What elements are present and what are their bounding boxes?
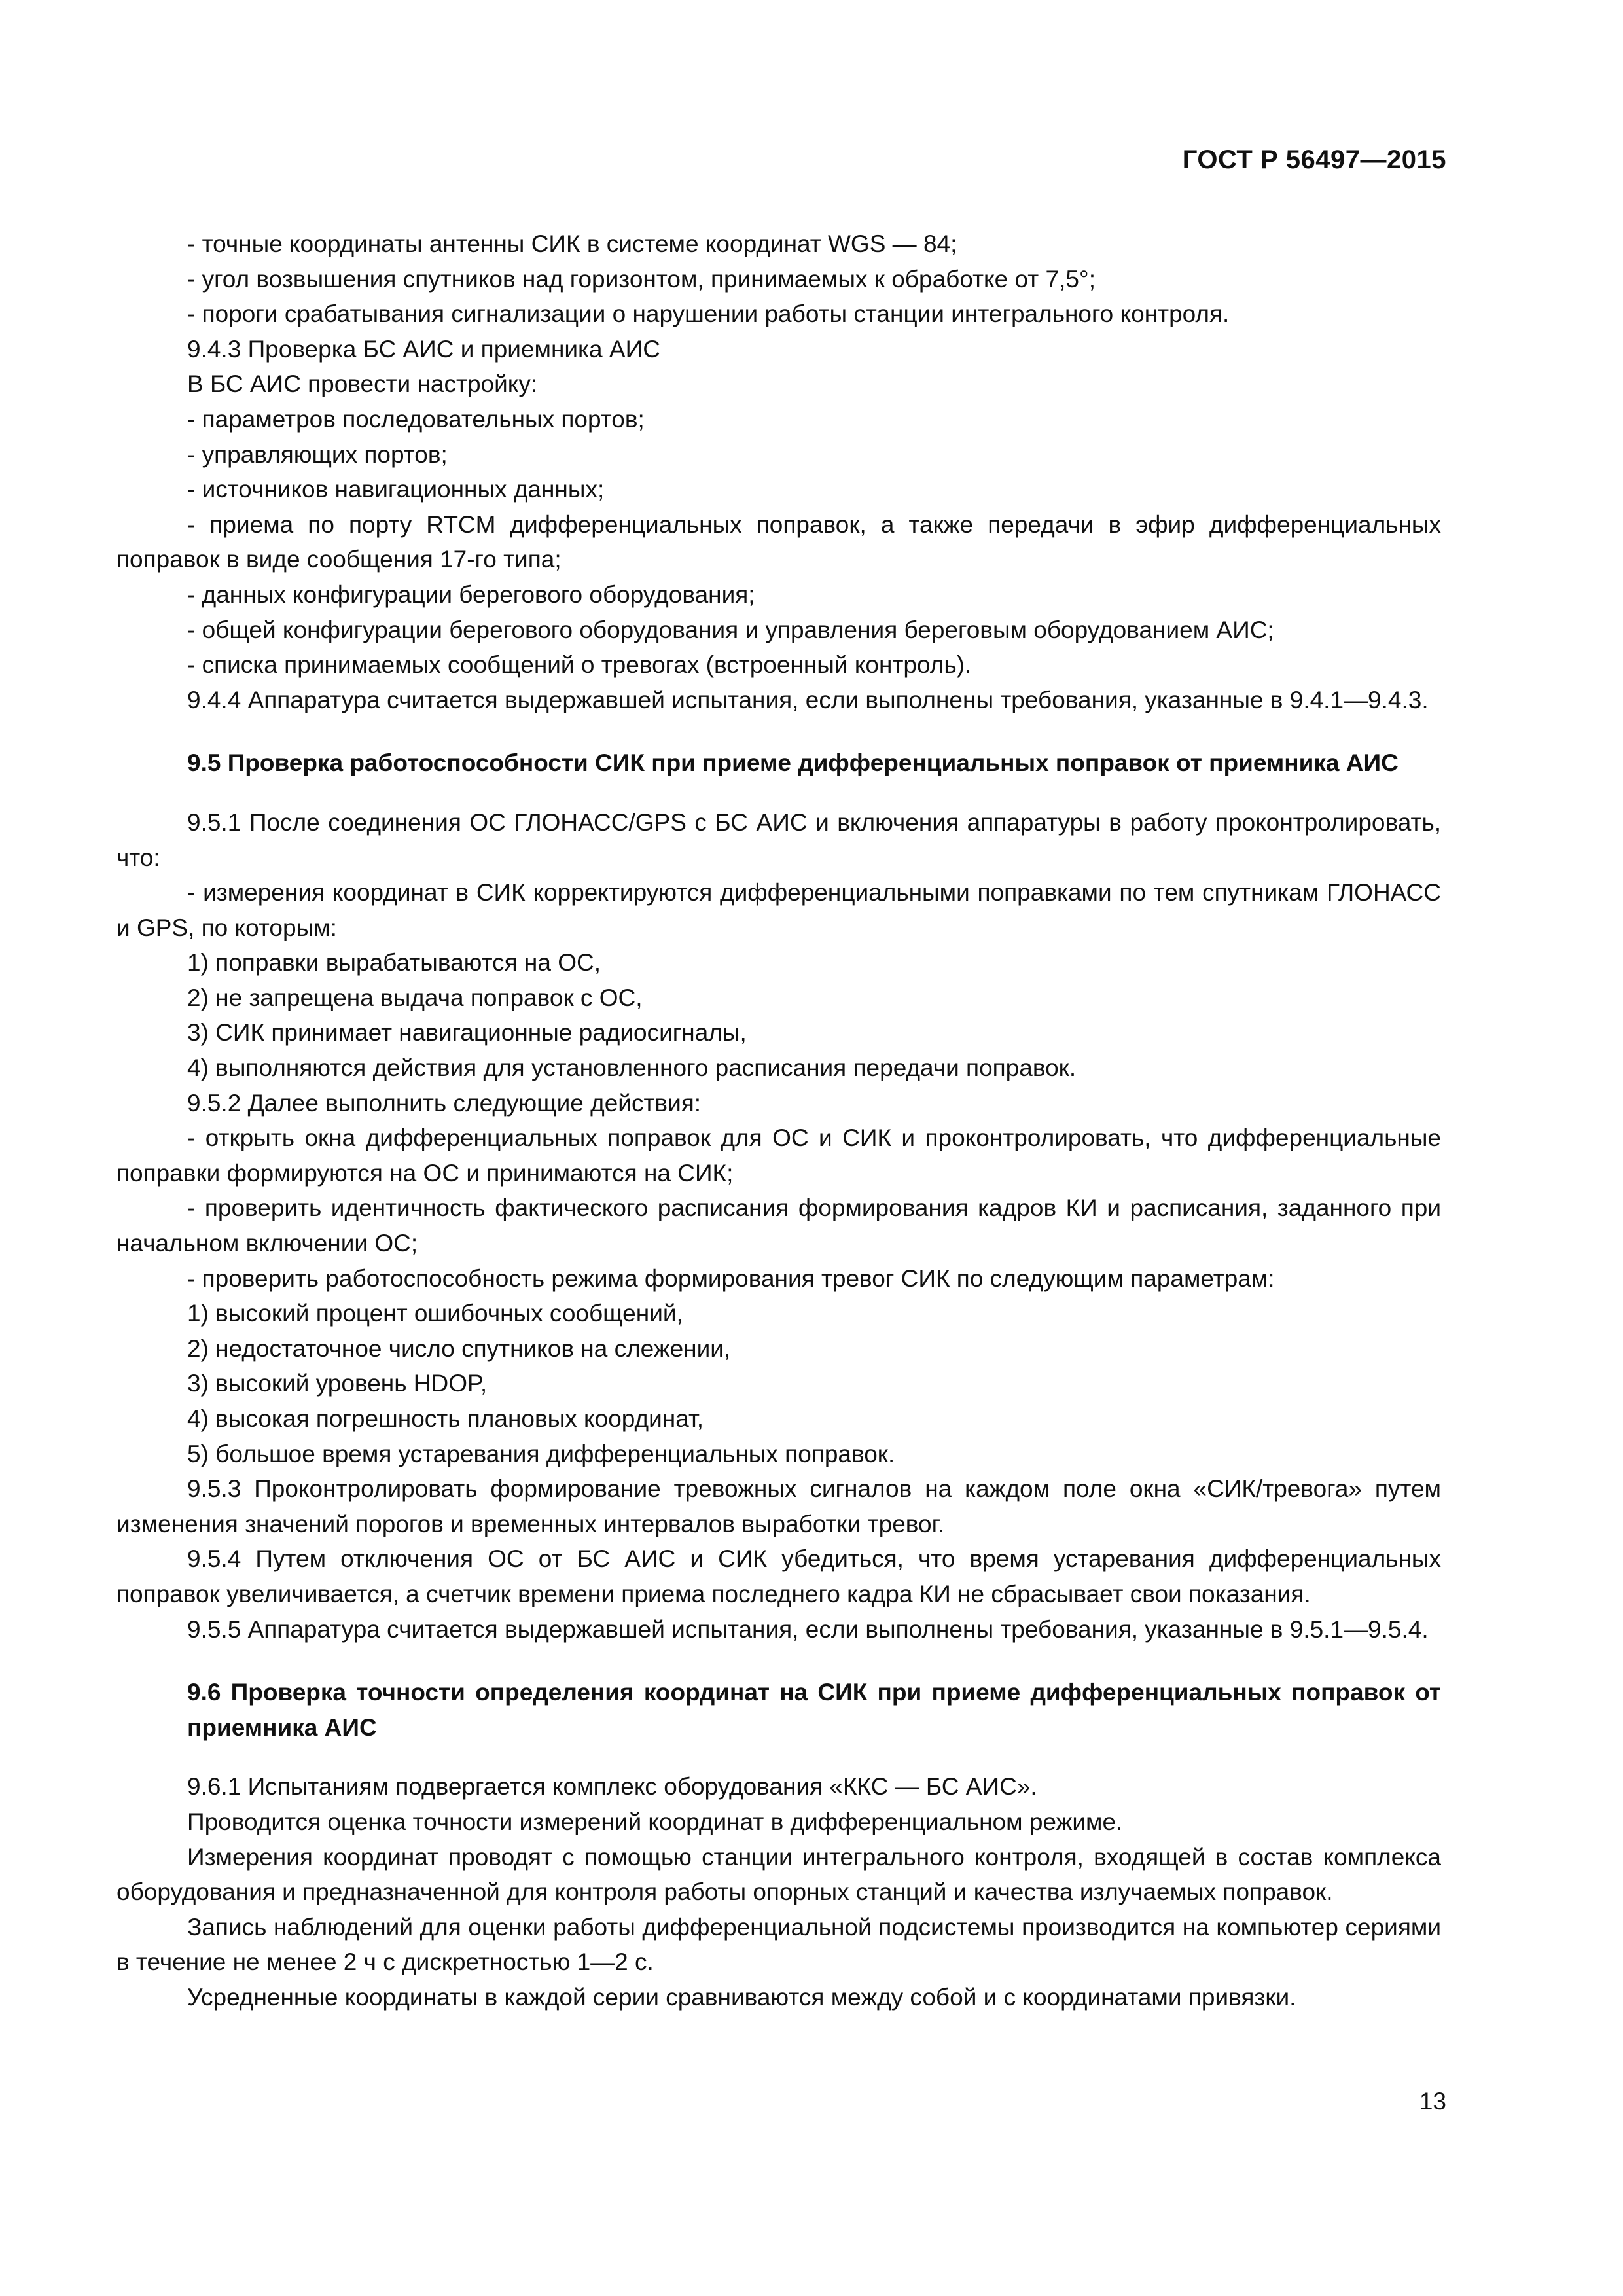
paragraph: Усредненные координаты в каждой серии сравниваются между собой и с координатами привязки.: [187, 1983, 1296, 2011]
paragraph: 9.5.1 После соединения ОС ГЛОНАСС/GPS с БС АИС и включения аппаратуры в работу проконтролировать, что:: [116, 808, 1441, 871]
paragraph: Измерения координат проводят с помощью станции интегрального контроля, входящей в состав комплекса оборудования и предназначенной для контроля работы опорных станций и качества излучаемых поправок.: [116, 1843, 1441, 1906]
paragraph: В БС АИС провести настройку:: [187, 370, 538, 398]
paragraph: - списка принимаемых сообщений о тревогах (встроенный контроль).: [187, 651, 972, 679]
paragraph: - управляющих портов;: [187, 440, 448, 468]
paragraph: 9.5.5 Аппаратура считается выдержавшей испытания, если выполнены требования, указанные в 9.5.1—9.5.4.: [187, 1615, 1429, 1643]
paragraph: - источников навигационных данных;: [187, 476, 605, 503]
paragraph: 1) высокий процент ошибочных сообщений,: [187, 1300, 683, 1327]
paragraph: 9.5.4 Путем отключения ОС от БС АИС и СИК убедиться, что время устаревания дифференциальных поправок увеличивается, а счетчик времени приема последнего кадра КИ не сбрасывает свои показания.: [116, 1545, 1441, 1607]
paragraph: - измерения координат в СИК корректируются дифференциальными поправками по тем спутникам ГЛОНАСС и GPS, по которым:: [116, 879, 1441, 941]
paragraph: 1) поправки вырабатываются на ОС,: [187, 949, 601, 977]
paragraph: 4) выполняются действия для установленного расписания передачи поправок.: [187, 1054, 1077, 1082]
paragraph: 9.6.1 Испытаниям подвергается комплекс оборудования «ККС — БС АИС».: [187, 1773, 1037, 1801]
paragraph: 5) большое время устаревания дифференциальных поправок.: [187, 1440, 895, 1467]
paragraph: - общей конфигурации берегового оборудования и управления береговым оборудованием АИС;: [187, 616, 1274, 643]
paragraph: 3) СИК принимает навигационные радиосигналы,: [187, 1019, 747, 1047]
paragraph: - проверить работоспособность режима формирования тревог СИК по следующим параметрам:: [187, 1265, 1275, 1292]
paragraph: - приема по порту RTCM дифференциальных поправок, а также передачи в эфир дифференциальных поправок в виде сообщения 17-го типа;: [116, 511, 1441, 573]
paragraph: - пороги срабатывания сигнализации о нарушении работы станции интегрального контроля.: [187, 300, 1230, 328]
paragraph: Проводится оценка точности измерений координат в дифференциальном режиме.: [187, 1808, 1123, 1835]
paragraph: - параметров последовательных портов;: [187, 405, 645, 433]
paragraph: 4) высокая погрешность плановых координат,: [187, 1405, 704, 1432]
page-number: 13: [1419, 2088, 1446, 2115]
paragraph: 2) недостаточное число спутников на слежении,: [187, 1335, 731, 1362]
paragraph: 9.4.4 Аппаратура считается выдержавшей испытания, если выполнены требования, указанные в 9.4.1—9.4.3.: [187, 686, 1429, 713]
paragraph: 2) не запрещена выдача поправок с ОС,: [187, 984, 643, 1011]
paragraph: 9.5.2 Далее выполнить следующие действия:: [187, 1089, 702, 1117]
paragraph: Запись наблюдений для оценки работы дифференциальной подсистемы производится на компьютер сериями в течение не менее 2 ч с дискретностью 1—2 с.: [116, 1913, 1441, 1976]
section-heading-9-5: 9.5 Проверка работоспособности СИК при приеме дифференциальных поправок от приемника АИС: [187, 749, 1399, 777]
paragraph: - данных конфигурации берегового оборудования;: [187, 581, 755, 608]
paragraph: - проверить идентичность фактического расписания формирования кадров КИ и расписания, заданного при начальном включении ОС;: [116, 1194, 1441, 1257]
paragraph: 9.4.3 Проверка БС АИС и приемника АИС: [187, 335, 660, 363]
paragraph: - открыть окна дифференциальных поправок для ОС и СИК и проконтролировать, что дифференциальные поправки формируются на ОС и принимаются на СИК;: [116, 1124, 1441, 1187]
document-body: [116, 226, 1441, 2015]
document-code-header: ГОСТ Р 56497—2015: [1182, 145, 1446, 174]
section-heading-9-6: 9.6 Проверка точности определения координат на СИК при приеме дифференциальных поправок от приемника АИС: [187, 1679, 1441, 1741]
paragraph: 3) высокий уровень HDOP,: [187, 1370, 488, 1397]
paragraph: 9.5.3 Проконтролировать формирование тревожных сигналов на каждом поле окна «СИК/тревога» путем изменения значений порогов и временных интервалов выработки тревог.: [116, 1475, 1441, 1537]
paragraph: - угол возвышения спутников над горизонтом, принимаемых к обработке от 7,5°;: [187, 265, 1096, 293]
paragraph: - точные координаты антенны СИК в системе координат WGS — 84;: [187, 230, 957, 257]
